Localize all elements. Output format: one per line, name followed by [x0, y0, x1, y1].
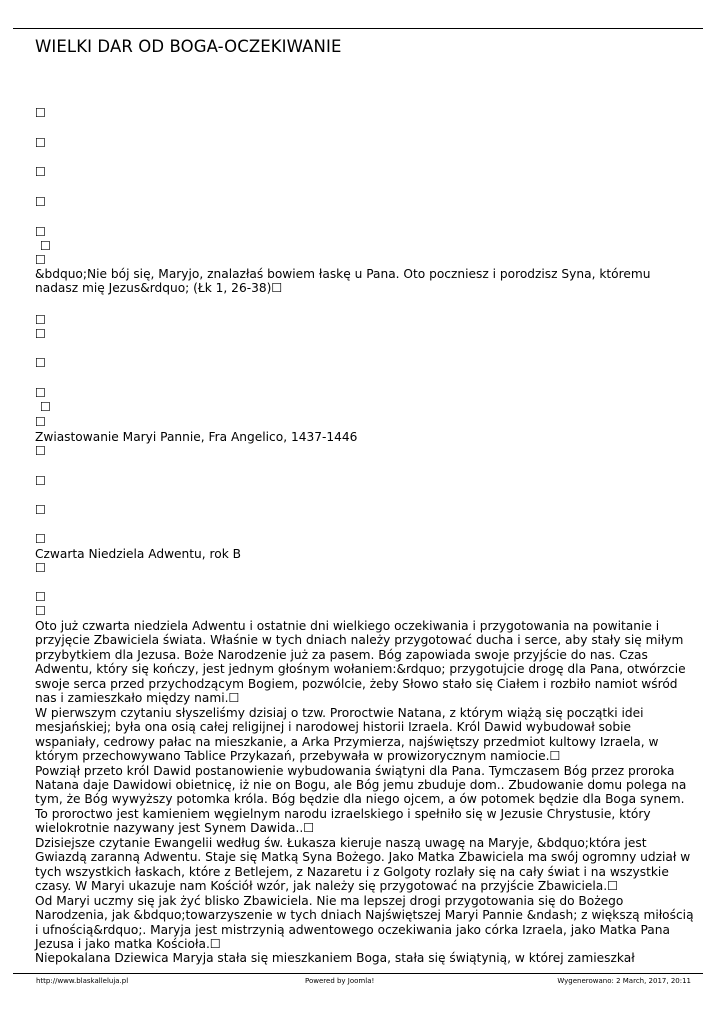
- paragraph: Powziął przeto król Dawid postanowienie wybudowania świątyni dla Pana. Tymczasem Bóg przez proroka Natana daje Dawidowi obietnicę, iż nie on Bogu, ale Bóg jemu zbuduje dom.. Zbudowanie domu polega na tym, że Bóg wywyższy potomka króla. Bóg będzie dla niego ojcem, a ów potomek będzie dla Boga synem. To proroctwo jest kamieniem węgielnym narodu izraelskiego i spełniło się w Jezusie Chrystusie, który wielokrotnie nazywany jest Synem Dawida..☐: [35, 763, 687, 836]
- placeholder-glyph: ☐: [35, 604, 46, 618]
- placeholder-glyph: ☐: [35, 195, 46, 209]
- placeholder-glyph: ☐: [35, 590, 46, 604]
- placeholder-glyph: ☐: [35, 474, 46, 488]
- footer-generated: Wygenerowano: 2 March, 2017, 20:11: [557, 977, 691, 985]
- paragraph: W pierwszym czytaniu słyszeliśmy dzisiaj o tzw. Proroctwie Natana, z którym wiążą się początki idei mesjańskiej; była ona osią całej religijnej i narodowej historii Izraela. Król Dawid wybudował sobie wspaniały, cedrowy pałac na mieszkanie, a Arka Przymierza, najświętszy przedmiot kultowy Izraela, w którym przechowywano Tablice Przykazań, przebywała w prowizorycznym namiocie.☐: [35, 705, 659, 764]
- placeholder-glyph: ☐: [35, 165, 46, 179]
- placeholder-glyph: ☐: [35, 415, 46, 429]
- paragraph: Dzisiejsze czytanie Ewangelii według św. Łukasza kieruje naszą uwagę na Maryje, &bdquo;która jest Gwiazdą zaranną Adwentu. Staje się Matką Syna Bożego. Jako Matka Zbawiciela ma swój ogromny udział w tych wszystkich łaskach, które z Betlejem, z Nazaretu i z Golgoty rozlały się na cały świat i na wszystkie czasy. W Maryi ukazuje nam Kościół wzór, jak należy się przygotować na przyjście Zbawiciela.☐: [35, 835, 691, 894]
- page-title: WIELKI DAR OD BOGA-OCZEKIWANIE: [35, 37, 342, 56]
- placeholder-glyph: ☐: [35, 386, 46, 400]
- placeholder-glyph: ☐: [35, 136, 46, 150]
- placeholder-glyph: ☐: [35, 503, 46, 517]
- footer-powered-by: Powered by Joomla!: [305, 977, 375, 985]
- image-caption: Zwiastowanie Maryi Pannie, Fra Angelico, 1437-1446: [35, 430, 358, 444]
- article-body: [35, 619, 695, 966]
- placeholder-glyph: ☐: [35, 106, 46, 120]
- paragraph: Oto już czwarta niedziela Adwentu i ostatnie dni wielkiego oczekiwania i przygotowania na powitanie i przyjęcie Zbawiciela świata. Właśnie w tych dniach należy przygotować ducha i serce, aby stały się miłym przybytkiem dla Jezusa. Boże Narodzenie już za pasem. Bóg zapowiada swoje przyjście do nas. Czas Adwentu, który się kończy, jest jednym głośnym wołaniem:&rdquo; przygotujcie drogę dla Pana, otwórzcie swoje serca przed przychodzącym Bogiem, pozwólcie, żeby Słowo stało się Ciałem i rozbiło namiot wśród nas i zamieszkało między nami.☐: [35, 619, 686, 706]
- placeholder-glyph: ☐: [35, 225, 46, 239]
- paragraph: Od Maryi uczmy się jak żyć blisko Zbawiciela. Nie ma lepszej drogi przygotowania się do Bożego Narodzenia, jak &bdquo;towarzyszenie w tych dniach Najświętszej Maryi Pannie &ndash; z większą miłością i ufnością&rdquo;. Maryja jest mistrzynią adwentowego oczekiwania jako córka Izraela, jako Matka Pana Jezusa i jako matka Kościoła.☐: [35, 893, 694, 951]
- placeholder-glyph: ☐: [40, 400, 51, 414]
- scripture-quote: &bdquo;Nie bój się, Maryjo, znalazłaś bowiem łaskę u Pana. Oto poczniesz i porodzisz Syna, któremu nadasz mię Jezus&rdquo; (Łk 1, 26-38)☐: [35, 267, 651, 295]
- subtitle: Czwarta Niedziela Adwentu, rok B: [35, 547, 242, 561]
- placeholder-glyph: ☐: [35, 253, 46, 267]
- placeholder-glyph: ☐: [35, 356, 46, 370]
- placeholder-glyph: ☐: [35, 532, 46, 546]
- footer-url: http://www.blaskalleluja.pl: [36, 977, 129, 985]
- placeholder-glyph: ☐: [35, 444, 46, 458]
- placeholder-glyph: ☐: [35, 327, 46, 341]
- placeholder-glyph: ☐: [35, 313, 46, 327]
- placeholder-glyph: ☐: [35, 561, 46, 575]
- paragraph: Niepokalana Dziewica Maryja stała się mieszkaniem Boga, stała się świątynią, w której zamieszkał: [35, 951, 635, 966]
- placeholder-glyph: ☐: [40, 239, 51, 253]
- footer-rule: [13, 973, 703, 974]
- header-rule: [13, 28, 703, 29]
